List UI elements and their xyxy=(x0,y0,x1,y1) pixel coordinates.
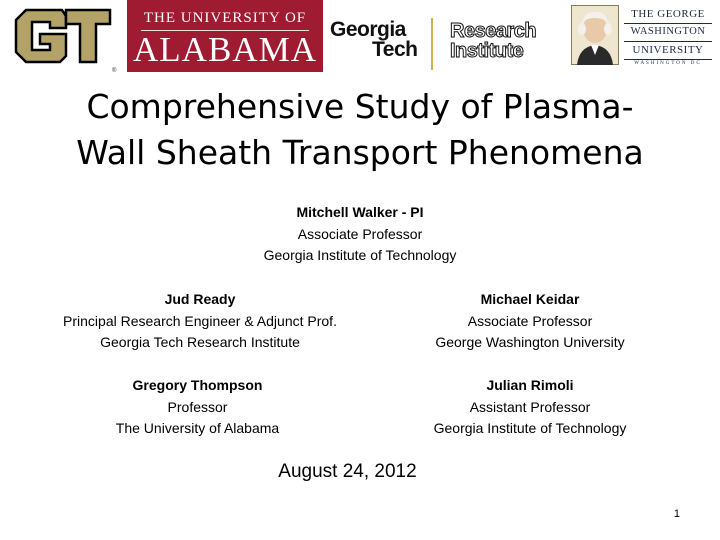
page-number: 1 xyxy=(673,508,680,520)
slide-title xyxy=(0,84,720,176)
person-org: Georgia Institute of Technology xyxy=(433,420,627,436)
person-name: Michael Keidar xyxy=(480,291,580,307)
co-investigator-2 xyxy=(370,289,690,354)
person-org: George Washington University xyxy=(435,334,625,350)
gwu-washington-portrait-logo xyxy=(571,5,619,65)
gtri-word-institute: Institute xyxy=(450,40,524,62)
principal-investigator xyxy=(160,202,560,267)
georgia-tech-wordmark-logo xyxy=(330,20,430,62)
person-org: Georgia Tech Research Institute xyxy=(100,334,300,350)
pi-name: Mitchell Walker - PI xyxy=(296,204,424,220)
logo-divider xyxy=(431,18,433,70)
george-washington-university-logo xyxy=(622,6,714,70)
ua-logo-line1: THE UNIVERSITY OF xyxy=(143,10,307,26)
gwu-rule-3 xyxy=(624,59,712,60)
gwu-line1: THE GEORGE xyxy=(631,8,705,20)
co-investigator-3 xyxy=(20,375,375,440)
gwu-rule-1 xyxy=(624,23,712,24)
gwu-rule-2 xyxy=(624,41,712,42)
co-investigator-4 xyxy=(370,375,690,440)
person-name: Julian Rimoli xyxy=(486,377,574,393)
pi-role: Associate Professor xyxy=(297,225,423,242)
gwu-line4: WASHINGTON DC xyxy=(634,61,702,66)
person-role: Associate Professor xyxy=(467,312,593,329)
presentation-date: August 24, 2012 xyxy=(278,461,417,482)
person-role: Professor xyxy=(167,398,228,415)
person-org: The University of Alabama xyxy=(115,420,280,436)
person-role: Assistant Professor xyxy=(469,398,591,415)
registered-mark: ® xyxy=(112,68,117,74)
person-name: Jud Ready xyxy=(164,291,236,307)
slide-title-line2: Wall Sheath Transport Phenomena xyxy=(76,133,644,172)
slide-title-line1: Comprehensive Study of Plasma- xyxy=(86,87,634,126)
gwu-line2: WASHINGTON xyxy=(630,26,706,37)
logo-strip xyxy=(0,0,720,76)
person-role: Principal Research Engineer & Adjunct Prof. xyxy=(63,312,337,329)
gtri-wordmark-logo xyxy=(450,22,560,64)
georgia-tech-gt-logo xyxy=(10,4,117,74)
gatech-word-georgia: Georgia xyxy=(330,18,406,41)
co-investigator-1 xyxy=(20,289,380,354)
gatech-word-tech: Tech xyxy=(372,38,418,61)
pi-org: Georgia Institute of Technology xyxy=(263,247,457,263)
university-of-alabama-logo xyxy=(127,0,323,72)
ua-logo-line2: ALABAMA xyxy=(133,30,317,69)
gtri-word-research: Research xyxy=(450,20,537,42)
gwu-line3: UNIVERSITY xyxy=(632,44,704,56)
person-name: Gregory Thompson xyxy=(132,377,263,393)
